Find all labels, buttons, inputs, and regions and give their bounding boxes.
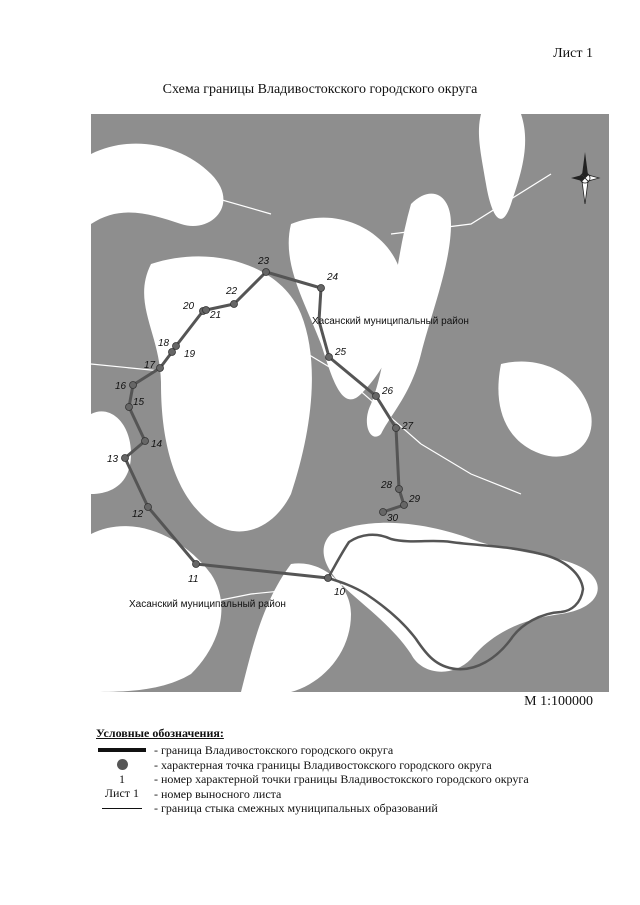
legend	[96, 726, 529, 816]
legend-item	[96, 771, 529, 787]
boundary-point-label: 16	[115, 381, 127, 392]
legend-item	[96, 786, 282, 802]
boundary-point	[142, 438, 149, 445]
thin-line-symbol	[102, 808, 142, 809]
boundary-point	[231, 301, 238, 308]
boundary-point-label: 17	[144, 360, 156, 371]
boundary-point	[126, 404, 133, 411]
boundary-point	[373, 393, 380, 400]
boundary-point-label: 22	[226, 286, 238, 297]
boundary-point	[145, 504, 152, 511]
boundary-point	[130, 382, 137, 389]
boundary-point-label: 29	[409, 494, 421, 505]
boundary-point	[203, 307, 210, 314]
boundary-point	[122, 455, 129, 462]
legend-item	[96, 743, 394, 758]
boundary-point-label: 15	[133, 397, 145, 408]
boundary-point-label: 21	[210, 310, 222, 321]
legend-title: Условные обозначения:	[96, 726, 224, 740]
boundary-point-label: 14	[151, 439, 163, 450]
boundary-point	[380, 509, 387, 516]
boundary-point	[393, 425, 400, 432]
sheet-number: Лист 1	[553, 46, 593, 61]
boundary-point-label: 10	[334, 587, 346, 598]
boundary-point-label: 12	[132, 509, 144, 520]
legend-item-text: - граница Владивостокского городского округа	[154, 743, 394, 757]
boundary-point-label: 25	[335, 347, 347, 358]
boundary-point	[401, 502, 408, 509]
boundary-point	[157, 365, 164, 372]
map-scale: М 1:100000	[524, 694, 593, 709]
region-label-1: Хасанский муниципальный район	[312, 316, 469, 327]
boundary-point-label: 28	[381, 480, 393, 491]
boundary-point	[318, 285, 325, 292]
boundary-point-label: 27	[402, 421, 414, 432]
point-symbol	[117, 759, 128, 770]
region-label-2: Хасанский муниципальный район	[129, 599, 286, 610]
point-number-symbol: 1	[119, 771, 125, 786]
boundary-point	[263, 269, 270, 276]
boundary-point-label: 20	[183, 301, 195, 312]
legend-item-text: - номер выносного листа	[154, 786, 282, 801]
boundary-point-label: 11	[188, 574, 199, 585]
boundary-point	[396, 486, 403, 493]
boundary-point-label: 13	[107, 454, 119, 465]
boundary-point-label: 18	[158, 338, 170, 349]
boundary-point-label: 26	[382, 386, 394, 397]
boundary-point-label: 23	[258, 256, 270, 267]
legend-item-text: - номер характерной точки границы Владивостокского городского округа	[154, 772, 529, 786]
boundary-point	[193, 561, 200, 568]
boundary-point-label: 30	[387, 513, 399, 524]
thick-line-symbol	[98, 748, 146, 752]
legend-item-text: - характерная точка границы Владивостокского городского округа	[154, 757, 492, 772]
boundary-point-label: 24	[327, 272, 339, 283]
boundary-point	[173, 343, 180, 350]
legend-item	[96, 801, 438, 816]
boundary-point	[326, 354, 333, 361]
legend-item-text: - граница стыка смежных муниципальных образований	[154, 801, 438, 815]
sheet-number-symbol: Лист 1	[104, 786, 140, 800]
page-title: Схема границы Владивостокского городского округа	[162, 82, 478, 97]
boundary-point-label: 19	[184, 349, 196, 360]
boundary-map	[91, 114, 609, 692]
boundary-point	[325, 575, 332, 582]
legend-item	[96, 757, 492, 773]
